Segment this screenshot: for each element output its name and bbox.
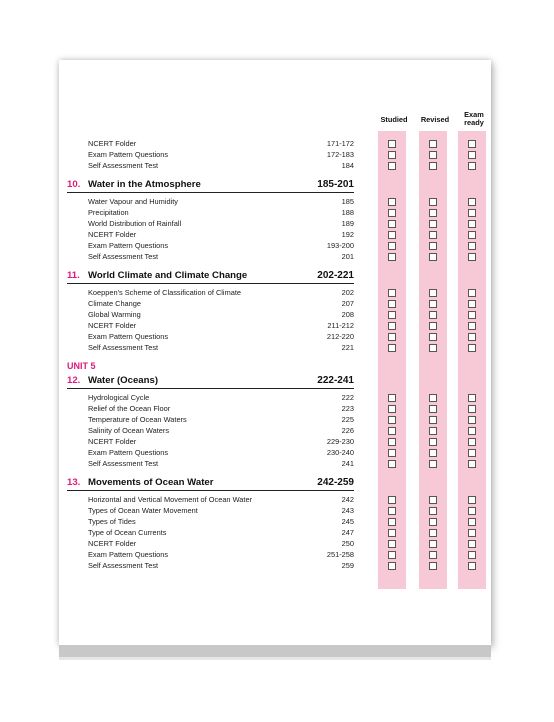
page-bottom-band: [59, 645, 491, 657]
studied-checkbox[interactable]: [388, 300, 396, 308]
exam-ready-checkbox[interactable]: [468, 300, 476, 308]
chapter-12-heading: 12. Water (Oceans) 222-241: [67, 374, 354, 389]
chapter-13-heading: 13. Movements of Ocean Water 242-259: [67, 476, 354, 491]
studied-checkbox[interactable]: [388, 151, 396, 159]
revised-checkbox[interactable]: [429, 496, 437, 504]
studied-checkbox[interactable]: [388, 220, 396, 228]
revised-checkbox[interactable]: [429, 529, 437, 537]
list-item: Self Assessment Test 259: [88, 561, 354, 570]
list-item: World Distribution of Rainfall 189: [88, 219, 354, 228]
revised-checkbox[interactable]: [429, 209, 437, 217]
revised-checkbox[interactable]: [429, 449, 437, 457]
list-item: Self Assessment Test 184: [88, 161, 354, 170]
exam-ready-checkbox[interactable]: [468, 242, 476, 250]
exam-ready-checkbox[interactable]: [468, 289, 476, 297]
exam-ready-checkbox[interactable]: [468, 551, 476, 559]
list-item: Self Assessment Test 201: [88, 252, 354, 261]
revised-checkbox[interactable]: [429, 300, 437, 308]
list-item: Temperature of Ocean Waters 225: [88, 415, 354, 424]
studied-checkbox[interactable]: [388, 311, 396, 319]
chapter-11-heading: 11. World Climate and Climate Change 202-221: [67, 269, 354, 284]
list-item: Exam Pattern Questions 212-220: [88, 332, 354, 341]
exam-ready-checkbox[interactable]: [468, 140, 476, 148]
list-item: Type of Ocean Currents 247: [88, 528, 354, 537]
exam-ready-line1: Exam: [464, 110, 484, 119]
studied-checkbox[interactable]: [388, 529, 396, 537]
column-header-exam-ready: [456, 111, 492, 127]
studied-checkbox[interactable]: [388, 438, 396, 446]
list-item: Exam Pattern Questions 172-183: [88, 150, 354, 159]
exam-ready-checkbox[interactable]: [468, 416, 476, 424]
list-item: Exam Pattern Questions 251-258: [88, 550, 354, 559]
revised-checkbox[interactable]: [429, 151, 437, 159]
list-item: Types of Tides 245: [88, 517, 354, 526]
list-item: NCERT Folder 229-230: [88, 437, 354, 446]
list-item: Salinity of Ocean Waters 226: [88, 426, 354, 435]
revised-checkbox[interactable]: [429, 562, 437, 570]
list-item: Climate Change 207: [88, 299, 354, 308]
list-item: Exam Pattern Questions 230-240: [88, 448, 354, 457]
revised-checkbox[interactable]: [429, 394, 437, 402]
list-item: NCERT Folder 171-172: [88, 139, 354, 148]
list-item: Koeppen's Scheme of Classification of Climate 202: [88, 288, 354, 297]
revised-checkbox[interactable]: [429, 518, 437, 526]
exam-ready-line2: ready: [464, 118, 484, 127]
revised-checkbox[interactable]: [429, 507, 437, 515]
exam-ready-checkbox[interactable]: [468, 540, 476, 548]
studied-checkbox[interactable]: [388, 460, 396, 468]
studied-checkbox[interactable]: [388, 540, 396, 548]
studied-checkbox[interactable]: [388, 231, 396, 239]
exam-ready-checkbox[interactable]: [468, 253, 476, 261]
chapter-10-heading: 10. Water in the Atmosphere 185-201: [67, 178, 354, 193]
studied-checkbox[interactable]: [388, 209, 396, 217]
studied-checkbox[interactable]: [388, 562, 396, 570]
list-item: Horizontal and Vertical Movement of Ocean Water 242: [88, 495, 354, 504]
revised-checkbox[interactable]: [429, 416, 437, 424]
list-item: NCERT Folder 211-212: [88, 321, 354, 330]
unit-label: UNIT 5: [67, 361, 96, 371]
studied-checkbox[interactable]: [388, 416, 396, 424]
studied-checkbox[interactable]: [388, 242, 396, 250]
studied-checkbox[interactable]: [388, 198, 396, 206]
exam-ready-checkbox[interactable]: [468, 311, 476, 319]
chapter-11-items: [67, 287, 354, 353]
exam-ready-checkbox[interactable]: [468, 231, 476, 239]
exam-ready-checkbox[interactable]: [468, 405, 476, 413]
studied-checkbox[interactable]: [388, 507, 396, 515]
revised-checkbox[interactable]: [429, 438, 437, 446]
list-item: NCERT Folder 192: [88, 230, 354, 239]
intro-items: [67, 138, 354, 171]
studied-checkbox[interactable]: [388, 140, 396, 148]
studied-checkbox[interactable]: [388, 394, 396, 402]
revised-checkbox[interactable]: [429, 344, 437, 352]
table-of-contents: [67, 138, 354, 571]
revised-checkbox[interactable]: [429, 322, 437, 330]
list-item: Exam Pattern Questions 193-200: [88, 241, 354, 250]
exam-ready-checkbox[interactable]: [468, 198, 476, 206]
exam-ready-checkbox[interactable]: [468, 394, 476, 402]
studied-checkbox[interactable]: [388, 344, 396, 352]
revised-checkbox[interactable]: [429, 253, 437, 261]
exam-ready-checkbox[interactable]: [468, 529, 476, 537]
studied-checkbox[interactable]: [388, 427, 396, 435]
exam-ready-checkbox[interactable]: [468, 562, 476, 570]
studied-checkbox[interactable]: [388, 253, 396, 261]
exam-ready-checkbox[interactable]: [468, 438, 476, 446]
chapter-10-items: [67, 196, 354, 262]
revised-checkbox[interactable]: [429, 231, 437, 239]
column-header-revised: Revised: [420, 115, 450, 124]
exam-ready-checkbox[interactable]: [468, 460, 476, 468]
exam-ready-checkbox[interactable]: [468, 209, 476, 217]
exam-ready-checkbox[interactable]: [468, 162, 476, 170]
revised-checkbox[interactable]: [429, 427, 437, 435]
exam-ready-checkbox[interactable]: [468, 151, 476, 159]
list-item: Types of Ocean Water Movement 243: [88, 506, 354, 515]
studied-checkbox[interactable]: [388, 449, 396, 457]
revised-checkbox[interactable]: [429, 289, 437, 297]
studied-checkbox[interactable]: [388, 518, 396, 526]
studied-checkbox[interactable]: [388, 322, 396, 330]
revised-checkbox[interactable]: [429, 198, 437, 206]
list-item: Hydrological Cycle 222: [88, 393, 354, 402]
studied-checkbox[interactable]: [388, 496, 396, 504]
revised-checkbox[interactable]: [429, 551, 437, 559]
exam-ready-checkbox[interactable]: [468, 496, 476, 504]
exam-ready-checkbox[interactable]: [468, 322, 476, 330]
exam-ready-checkbox[interactable]: [468, 333, 476, 341]
exam-ready-checkbox[interactable]: [468, 220, 476, 228]
revised-checkbox[interactable]: [429, 140, 437, 148]
list-item: Self Assessment Test 221: [88, 343, 354, 352]
revised-checkbox[interactable]: [429, 333, 437, 341]
studied-checkbox[interactable]: [388, 333, 396, 341]
list-item: NCERT Folder 250: [88, 539, 354, 548]
column-header-studied: Studied: [380, 115, 408, 124]
studied-checkbox[interactable]: [388, 551, 396, 559]
revised-checkbox[interactable]: [429, 242, 437, 250]
exam-ready-checkbox[interactable]: [468, 427, 476, 435]
chapter-13-items: [67, 494, 354, 571]
list-item: Precipitation 188: [88, 208, 354, 217]
exam-ready-checkbox[interactable]: [468, 344, 476, 352]
list-item: Self Assessment Test 241: [88, 459, 354, 468]
exam-ready-checkbox[interactable]: [468, 507, 476, 515]
studied-checkbox[interactable]: [388, 405, 396, 413]
list-item: Relief of the Ocean Floor 223: [88, 404, 354, 413]
studied-checkbox[interactable]: [388, 162, 396, 170]
revised-checkbox[interactable]: [429, 460, 437, 468]
list-item: Global Warming 208: [88, 310, 354, 319]
chapter-12-items: [67, 392, 354, 469]
page-bottom-edge: [59, 657, 491, 660]
revised-checkbox[interactable]: [429, 311, 437, 319]
list-item: Water Vapour and Humidity 185: [88, 197, 354, 206]
exam-ready-checkbox[interactable]: [468, 518, 476, 526]
revised-checkbox[interactable]: [429, 220, 437, 228]
exam-ready-checkbox[interactable]: [468, 449, 476, 457]
studied-checkbox[interactable]: [388, 289, 396, 297]
revised-checkbox[interactable]: [429, 162, 437, 170]
revised-checkbox[interactable]: [429, 540, 437, 548]
revised-checkbox[interactable]: [429, 405, 437, 413]
